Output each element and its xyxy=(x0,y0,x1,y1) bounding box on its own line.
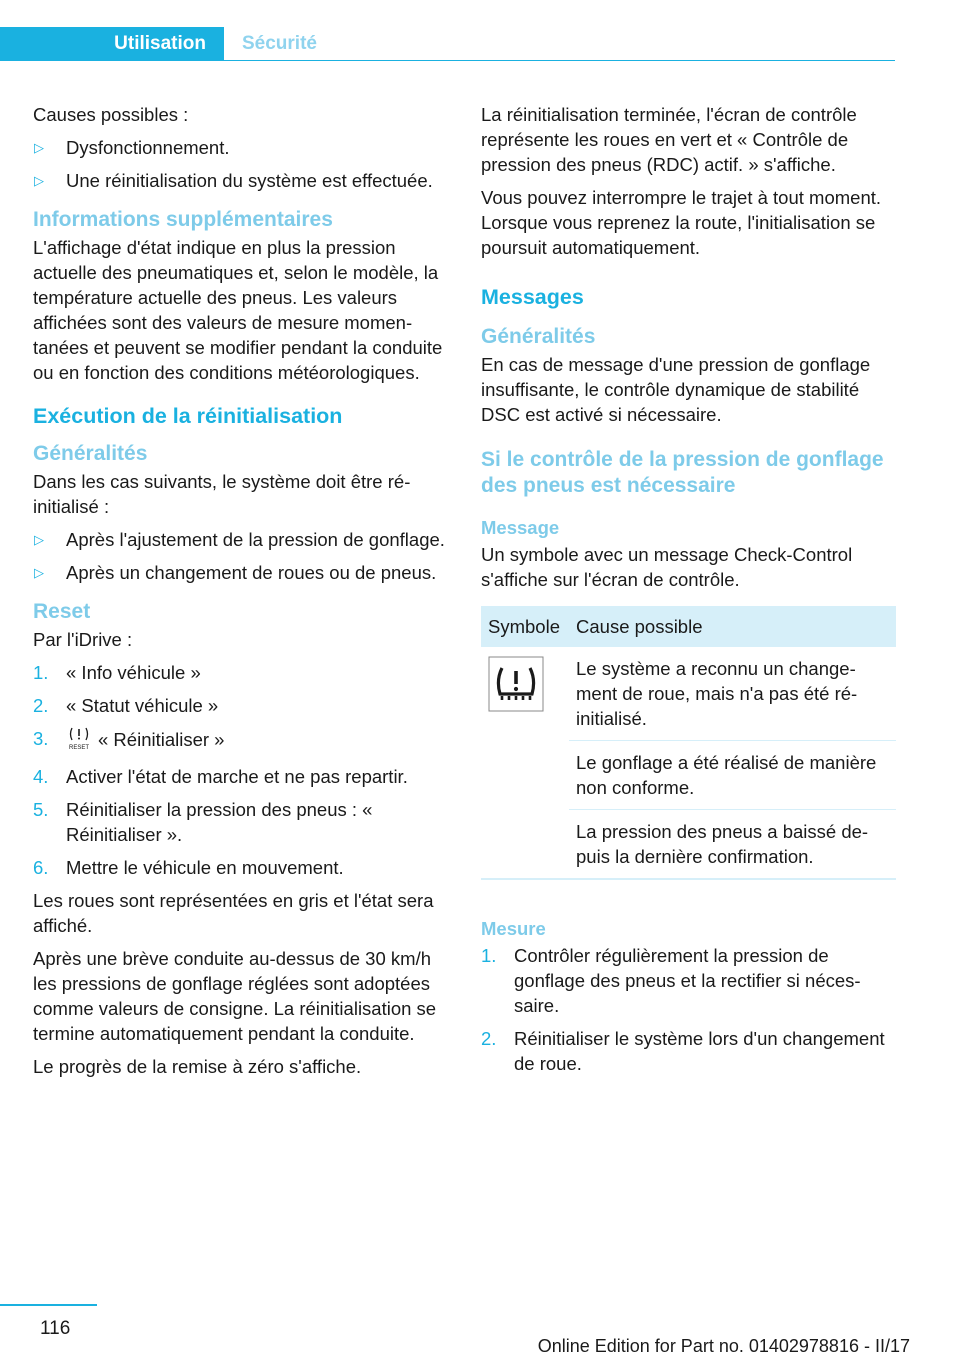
list-item: ▷ Une réinitialisation du système est effectuée. xyxy=(34,170,433,191)
step-item: 5. Réinitialiser la pression des pneus : « Réinitialiser ». xyxy=(33,799,373,845)
triangle-bullet-icon: ▷ xyxy=(34,565,44,580)
section-tab-utilisation[interactable]: Utilisation xyxy=(0,27,224,61)
tire-reset-icon xyxy=(66,726,92,756)
page-number: 116 xyxy=(40,1318,71,1339)
step-item: 1. Contrôler régulièrement la pression de gonflage des pneus et la rectifier si nécessaire. xyxy=(481,945,861,1016)
messages-heading: Messages xyxy=(481,285,584,309)
step-item: 2. Réinitialiser le système lors d'un changement de roue. xyxy=(481,1028,885,1074)
reset-para-1: Les roues sont représentées en gris et l'état sera affiché. xyxy=(33,890,434,936)
triangle-bullet-icon: ▷ xyxy=(34,140,44,155)
section-tab-securite[interactable]: Sécurité xyxy=(242,33,317,54)
edition-note: Online Edition for Part no. 01402978816 - II/17 xyxy=(537,1336,910,1356)
general-heading: Généralités xyxy=(481,325,596,348)
info-heading: Informations supplémentaires xyxy=(33,208,333,231)
reset-heading: Reset xyxy=(33,600,91,623)
completion-text: La réinitialisation terminée, l'écran de contrôle représente les roues en vert et « Contrôle de pression des pneus (RDC) actif. » s'affiche. xyxy=(481,104,857,175)
measure-heading: Mesure xyxy=(481,918,546,939)
measure-steps xyxy=(481,943,896,1076)
tire-pressure-warning-icon xyxy=(488,695,544,716)
step-item: 4. Activer l'état de marche et ne pas repartir. xyxy=(33,766,408,787)
info-text: L'affichage d'état indique en plus la pression actuelle des pneumatiques et, selon le modèle, la température actuelle des pneus. Les valeurs affichées sont des valeurs de mesure momentanées et peuvent se modifier pendant la conduite ou en fonction des conditions météorologiques. xyxy=(33,237,443,383)
column-header-symbol: Symbole xyxy=(481,606,569,647)
cause-cell: Le système a reconnu un changement de roue, mais n'a pas été réinitialisé. xyxy=(569,647,896,741)
step-item: 2. « Statut véhicule » xyxy=(33,695,219,716)
table-row xyxy=(481,647,896,741)
page-header xyxy=(0,27,895,61)
causes-list xyxy=(33,135,448,193)
general-text: En cas de message d'une pression de gonflage insuffisante, le contrôle dynamique de stabilité DSC est activé si nécessaire. xyxy=(481,354,871,425)
list-item: ▷ Après l'ajustement de la pression de gonflage. xyxy=(34,529,445,550)
list-item: ▷ Dysfonctionnement. xyxy=(34,137,230,158)
message-text: Un symbole avec un message Check-Control s'affiche sur l'écran de contrôle. xyxy=(481,544,853,590)
cases-list xyxy=(33,527,448,585)
general-text: Dans les cas suivants, le système doit être réinitialisé : xyxy=(33,471,411,517)
symbol-table xyxy=(481,606,896,880)
triangle-bullet-icon: ▷ xyxy=(34,532,44,547)
step-item: 1. « Info véhicule » xyxy=(33,662,201,683)
general-heading: Généralités xyxy=(33,442,148,465)
reset-para-2: Après une brève conduite au-dessus de 30 km/h les pressions de gonflage réglées sont adoptées comme valeurs de consigne. La réinitialisation se termine automatiquement pendant la conduite. xyxy=(33,948,437,1044)
right-column xyxy=(481,102,896,1084)
triangle-bullet-icon: ▷ xyxy=(34,173,44,188)
symbol-cell xyxy=(481,647,569,879)
header-divider xyxy=(224,60,895,61)
step-item: 6. Mettre le véhicule en mouvement. xyxy=(33,857,344,878)
cause-cell: Le gonflage a été réalisé de manière non conforme. xyxy=(569,741,896,810)
message-heading: Message xyxy=(481,517,560,538)
interrupt-text: Vous pouvez interrompre le trajet à tout moment. Lorsque vous reprenez la route, l'initialisation se poursuit automatiquement. xyxy=(481,187,882,258)
column-header-cause: Cause possible xyxy=(569,606,896,647)
causes-intro: Causes possibles : xyxy=(33,104,189,125)
footer-divider xyxy=(0,1304,97,1306)
table-header-row xyxy=(481,606,896,647)
left-column xyxy=(33,102,448,1087)
svg-text:RESET: RESET xyxy=(68,745,90,750)
list-item: ▷ Après un changement de roues ou de pneus. xyxy=(34,562,437,583)
reset-para-3: Le progrès de la remise à zéro s'affiche. xyxy=(33,1056,362,1077)
reset-intro: Par l'iDrive : xyxy=(33,629,133,650)
control-heading: Si le contrôle de la pression de gonflage des pneus est nécessaire xyxy=(481,448,884,497)
exec-heading: Exécution de la réinitialisation xyxy=(33,404,343,428)
step-item: 3. RESET « Réinitialiser » xyxy=(33,726,448,756)
reset-steps xyxy=(33,660,448,880)
cause-cell: La pression des pneus a baissé depuis la dernière confirmation. xyxy=(569,810,896,880)
